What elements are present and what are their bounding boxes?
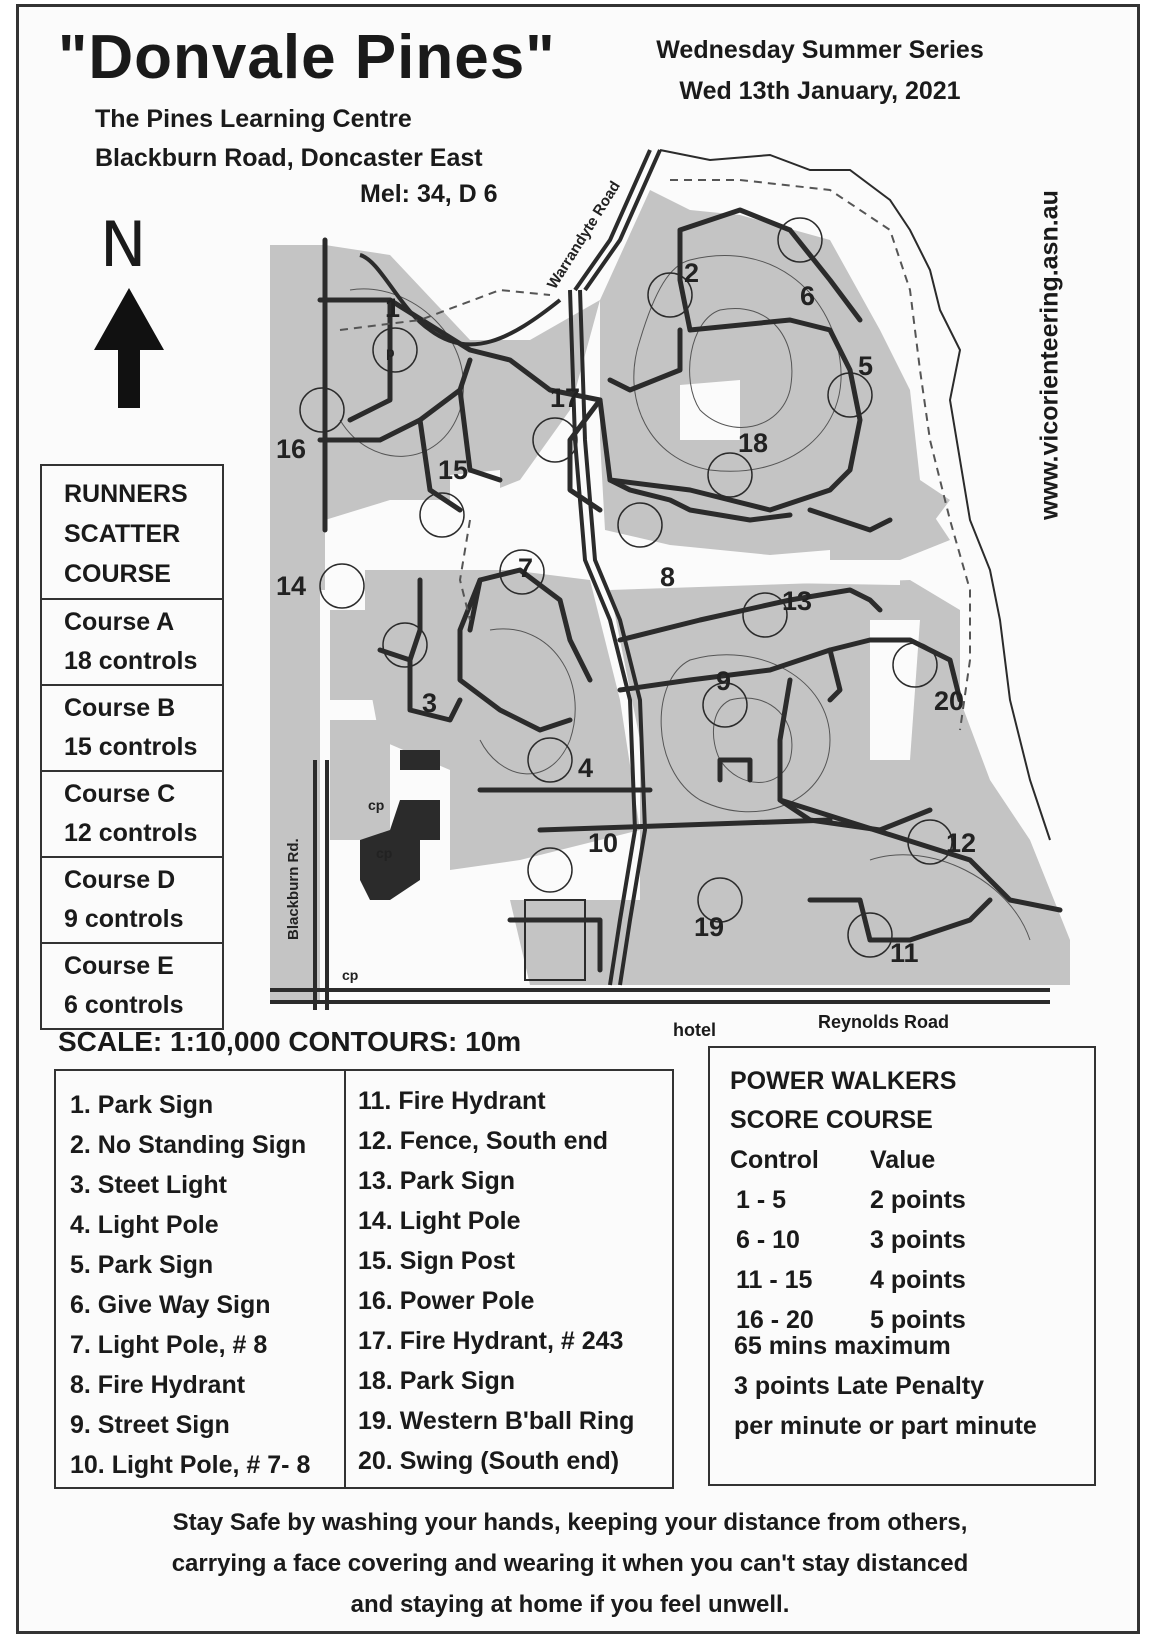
control-description: 11. Fire Hydrant bbox=[358, 1087, 546, 1115]
course-controls: 12 controls bbox=[64, 819, 198, 847]
control-12: 12 bbox=[946, 828, 977, 858]
control-20: 20 bbox=[934, 686, 965, 716]
power-walkers-title bbox=[730, 1062, 956, 1140]
north-label: N bbox=[100, 208, 147, 281]
control-description: 18. Park Sign bbox=[358, 1367, 516, 1395]
control-16: 16 bbox=[276, 434, 307, 464]
descriptions-column-2 bbox=[358, 1081, 634, 1481]
control-description: 4. Light Pole bbox=[70, 1211, 219, 1239]
control-descriptions bbox=[54, 1069, 674, 1489]
course-name: Course E bbox=[64, 952, 174, 980]
control-description: 17. Fire Hydrant, # 243 bbox=[358, 1327, 624, 1355]
car-park-label: cp bbox=[376, 845, 393, 861]
orienteering-map bbox=[270, 140, 1100, 1025]
score-row bbox=[730, 1220, 966, 1260]
course-name: Course B bbox=[64, 694, 176, 722]
covid-safety-notice bbox=[60, 1502, 1080, 1625]
course-controls: 6 controls bbox=[64, 991, 184, 1019]
time-limit: 65 mins maximum bbox=[734, 1332, 951, 1360]
control-description: 14. Light Pole bbox=[358, 1207, 521, 1235]
legend-divider bbox=[344, 1071, 346, 1487]
control-19: 19 bbox=[694, 912, 725, 942]
runners-course-heading bbox=[42, 466, 222, 600]
late-penalty-detail: per minute or part minute bbox=[734, 1412, 1037, 1440]
control-description: 10. Light Pole, # 7- 8 bbox=[70, 1451, 311, 1479]
point-value: 2 points bbox=[870, 1186, 966, 1214]
control-2: 2 bbox=[684, 258, 700, 288]
power-walkers-box bbox=[708, 1046, 1096, 1486]
parking-label: p bbox=[386, 344, 395, 360]
control-description: 13. Park Sign bbox=[358, 1167, 516, 1195]
column-header: Value bbox=[870, 1146, 936, 1174]
control-18: 18 bbox=[738, 428, 769, 458]
heading-line: RUNNERS bbox=[64, 480, 188, 508]
venue-name: The Pines Learning Centre bbox=[95, 105, 412, 133]
control-circle bbox=[528, 848, 572, 892]
control-range: 16 - 20 bbox=[736, 1306, 814, 1334]
control-description: 1. Park Sign bbox=[70, 1091, 214, 1119]
title-line: SCORE COURSE bbox=[730, 1106, 933, 1134]
control-description: 19. Western B'ball Ring bbox=[358, 1407, 635, 1435]
map-scale: SCALE: 1:10,000 CONTOURS: 10m bbox=[58, 1026, 522, 1057]
control-11: 11 bbox=[890, 938, 919, 968]
website-text: www.vicorienteering.asn.au bbox=[1035, 190, 1064, 520]
column-header: Control bbox=[730, 1146, 819, 1174]
control-13: 13 bbox=[782, 586, 813, 616]
course-d-row bbox=[42, 858, 222, 944]
score-rules bbox=[734, 1326, 1037, 1446]
safety-line: carrying a face covering and wearing it when you can't stay distanced bbox=[171, 1550, 969, 1577]
title-line: POWER WALKERS bbox=[730, 1067, 957, 1095]
blackburn-road-label: Blackburn Rd. bbox=[285, 838, 302, 940]
point-value: 3 points bbox=[870, 1226, 966, 1254]
control-description: 8. Fire Hydrant bbox=[70, 1371, 246, 1399]
control-10: 10 bbox=[588, 828, 619, 858]
point-value: 4 points bbox=[870, 1266, 966, 1294]
control-17: 17 bbox=[550, 383, 581, 413]
control-15: 15 bbox=[438, 455, 469, 485]
course-controls: 18 controls bbox=[64, 647, 198, 675]
control-9: 9 bbox=[716, 666, 732, 696]
heading-line: SCATTER bbox=[64, 520, 181, 548]
control-description: 7. Light Pole, # 8 bbox=[70, 1331, 268, 1359]
course-name: Course A bbox=[64, 608, 175, 636]
control-description: 12. Fence, South end bbox=[358, 1127, 609, 1155]
score-row bbox=[730, 1260, 966, 1300]
control-description: 9. Street Sign bbox=[70, 1411, 230, 1439]
page-title: "Donvale Pines" bbox=[58, 23, 556, 92]
late-penalty: 3 points Late Penalty bbox=[734, 1372, 985, 1400]
control-14: 14 bbox=[276, 571, 307, 601]
score-table bbox=[730, 1140, 966, 1340]
control-6: 6 bbox=[800, 281, 816, 311]
control-circle bbox=[320, 564, 364, 608]
melway-reference: Mel: 34, D 6 bbox=[360, 180, 498, 208]
reynolds-road-label: Reynolds Road bbox=[818, 1012, 950, 1032]
score-table-header bbox=[730, 1140, 966, 1180]
control-4: 4 bbox=[578, 753, 594, 783]
venue-address: Blackburn Road, Doncaster East bbox=[95, 144, 483, 172]
heading-line: COURSE bbox=[64, 560, 171, 588]
control-5: 5 bbox=[858, 351, 874, 381]
north-arrow-icon bbox=[92, 288, 166, 410]
control-1: 1 bbox=[385, 293, 401, 323]
event-date: Wed 13th January, 2021 bbox=[679, 77, 961, 105]
course-a-row bbox=[42, 600, 222, 686]
control-description: 16. Power Pole bbox=[358, 1287, 535, 1315]
score-row bbox=[730, 1180, 966, 1220]
control-3: 3 bbox=[422, 688, 438, 718]
course-controls: 9 controls bbox=[64, 905, 184, 933]
safety-line: and staying at home if you feel unwell. bbox=[350, 1591, 790, 1618]
control-range: 11 - 15 bbox=[736, 1266, 813, 1294]
control-range: 6 - 10 bbox=[736, 1226, 800, 1254]
hotel-label: hotel bbox=[673, 1020, 716, 1040]
series-name: Wednesday Summer Series bbox=[656, 36, 984, 64]
car-park-label: cp bbox=[368, 797, 385, 813]
control-description: 20. Swing (South end) bbox=[358, 1447, 620, 1475]
control-description: 3. Steet Light bbox=[70, 1171, 227, 1199]
control-7: 7 bbox=[518, 553, 534, 583]
control-range: 1 - 5 bbox=[736, 1186, 787, 1214]
control-description: 15. Sign Post bbox=[358, 1247, 515, 1275]
course-controls: 15 controls bbox=[64, 733, 198, 761]
course-c-row bbox=[42, 772, 222, 858]
control-description: 5. Park Sign bbox=[70, 1251, 214, 1279]
point-value: 5 points bbox=[870, 1306, 966, 1334]
course-name: Course D bbox=[64, 866, 176, 894]
warrandyte-road-label: Warrandyte Road bbox=[543, 178, 624, 293]
car-park-label: cp bbox=[342, 967, 359, 983]
descriptions-column-1 bbox=[70, 1085, 310, 1485]
course-e-row bbox=[42, 944, 222, 1028]
control-description: 2. No Standing Sign bbox=[70, 1131, 307, 1159]
course-b-row bbox=[42, 686, 222, 772]
runners-course-table bbox=[40, 464, 224, 1030]
event-series bbox=[640, 30, 1000, 112]
safety-line: Stay Safe by washing your hands, keeping your distance from others, bbox=[172, 1509, 968, 1536]
control-description: 6. Give Way Sign bbox=[70, 1291, 271, 1319]
control-8: 8 bbox=[660, 562, 676, 592]
course-name: Course C bbox=[64, 780, 176, 808]
